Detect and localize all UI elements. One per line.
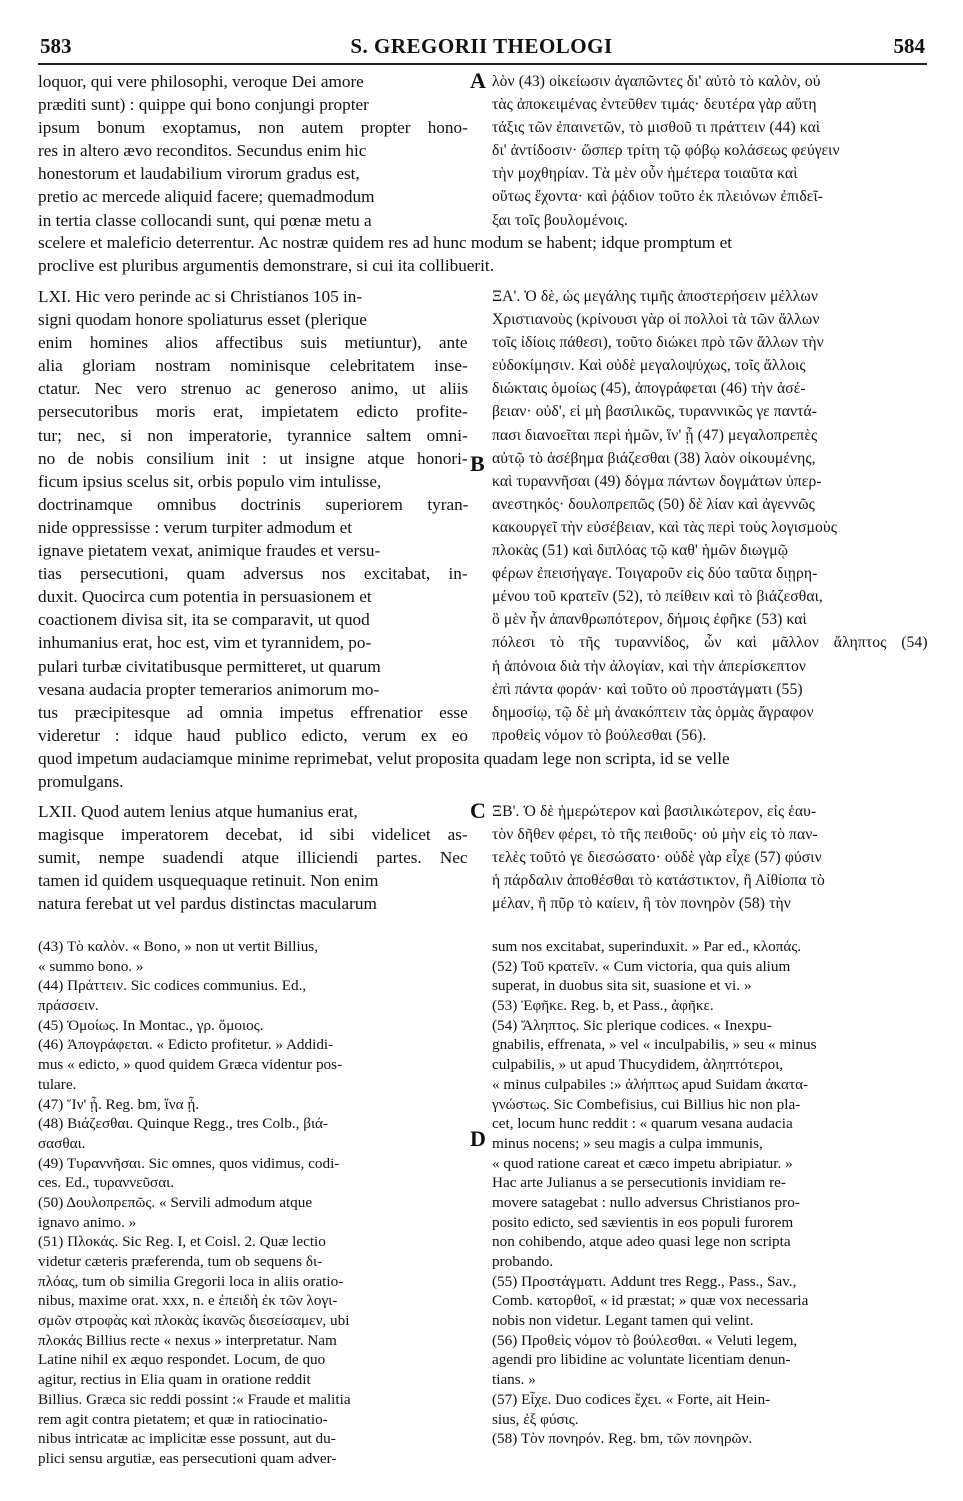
latin-fullwidth-1-line: scelere et maleficio deterrentur. Ac nostræ quidem res ad hunc modum se habent; idque promptum et [38, 233, 732, 252]
greek-column-3-line: τὸν δῆθεν φέρει, τὸ τῆς πειθοῦς· οὐ μὴν εἰς τὸ παν- [492, 826, 818, 844]
footnotes-left-line: plici sensu argutiæ, eas persecutioni quam adver- [38, 1449, 337, 1467]
footnotes-right-line: tians. » [492, 1371, 536, 1389]
latin-column-2-line: LXI. Hic vero perinde ac si Christianos 105 in- [38, 287, 363, 306]
latin-column-2-line: doctrinamque omnibus doctrinis superiorem tyran- [38, 494, 469, 514]
footnotes-right-line: posito edicto, sed sævientis in eos populi furorem [492, 1213, 794, 1231]
footnotes-right-line: movere satagebat : nullo adversus Christianos pro- [492, 1193, 800, 1211]
footnotes-left-line: (50) Δουλοπρεπῶς. « Servili admodum atque [38, 1193, 313, 1211]
footnotes-right-line: non cohibendo, atque adeo quasi lege non scripta [492, 1233, 791, 1251]
latin-column-2-line: tur; nec, si non imperatorie, tyrannice saltem omni- [38, 425, 468, 445]
greek-column-2-line: φέρων ἐπεισήγαγε. Τοιγαροῦν εἰς δύο ταῦτα διῃρη- [492, 565, 818, 583]
latin-column-3-line: tamen id quidem usquequaque retinuit. Non enim [38, 871, 379, 891]
latin-column-2-line: signi quodam honore spoliaturus esset (plerique [38, 310, 367, 330]
footnotes-right-line: Hac arte Julianus a se persecutionis invidiam re- [492, 1174, 786, 1192]
footnotes-right-line: (57) Εἶχε. Duo codices ἔχει. « Forte, ait Hein- [492, 1390, 771, 1408]
latin-column-2-line: persecutoribus moris erat, impietatem edicto profite- [38, 402, 468, 422]
running-title: S. GREGORII THEOLOGI [350, 34, 613, 58]
footnotes-right-line: sum nos excitabat, superinduxit. » Par ed., κλοπάς. [492, 938, 802, 955]
greek-column-2-line: πόλεσι τὸ τῆς τυραννίδος, ὧν καὶ μᾶλλον ἄληπτος (54) [492, 634, 928, 652]
latin-fullwidth-2-line: quod impetum audaciamque minime reprimebat, velut proposita quadam lege non scripta, id se velle [38, 749, 730, 768]
footnotes-left-line: tulare. [38, 1075, 77, 1093]
latin-column-2-line: inhumanius erat, hoc est, vim et tyrannidem, po- [38, 633, 372, 653]
greek-column-2-line: μένου τοῦ κρατεῖν (52), τὸ πείθειν καὶ τὸ βιάζεσθαι, [492, 588, 823, 606]
greek-column-2 [492, 285, 928, 747]
footnotes-right-line: Comb. κατορθοῖ, « id præstat; » quæ vox necessaria [492, 1292, 809, 1310]
footnotes-left-line: πλόας, tum ob similia Gregorii loca in aliis oratio- [38, 1272, 344, 1290]
footnotes-left-line: Billius. Græca sic reddi possint :« Fraude et malitia [38, 1390, 351, 1408]
footnotes-left-line: σμῶν στροφὰς καὶ πλοκὰς ἱκανῶς διεσείσαμεν, ubi [38, 1312, 350, 1330]
right-page-number: 584 [893, 34, 925, 58]
greek-column-1-line: οὕτως ἔχοντα· καὶ ῥᾴδιον τοῦτο ἐκ πλειόνων ἐπιδεῖ- [492, 188, 824, 206]
greek-column-2-line: Χριστιανοὺς (κρίνουσι γὰρ οἱ πολλοὶ τὰ τῶν ἄλλων [492, 311, 820, 329]
footnotes-right-line: sius, ἐξ φύσις. [492, 1410, 579, 1428]
footnotes-right-line: minus nocens; » seu magis a culpa immunis, [492, 1134, 763, 1152]
footnotes-left-line: « summo bono. » [38, 957, 144, 975]
footnotes-left-line: ignavo animo. » [38, 1213, 137, 1231]
latin-column-2-line: ctatur. Nec vero strenuo ac generoso animo, ut aliis [38, 379, 469, 399]
latin-column-3 [38, 800, 468, 915]
footnotes-left-line: (44) Πράττειν. Sic codices communius. Ed., [38, 977, 307, 995]
margin-marker-d: D [470, 1126, 486, 1151]
latin-fullwidth-1 [38, 231, 928, 277]
latin-column-2-line: tus præcipitesque ad omnia impetus effrenatior esse [38, 702, 468, 722]
latin-column-2-line: ignave pietatem vexat, animique fraudes et versu- [38, 541, 381, 561]
latin-column-2-line: no de nobis consilium init : ut insigne atque honori- [38, 448, 468, 468]
footnotes-right-line: agendi pro libidine ac voluntate licentiam denun- [492, 1351, 791, 1369]
footnotes-left-line: ces. Ed., τυραννεῦσαι. [38, 1174, 175, 1192]
latin-column-2 [38, 285, 468, 747]
latin-column-2-line: duxit. Quocirca cum potentia in persuasionem et [38, 587, 372, 607]
greek-column-1 [492, 70, 928, 232]
footnotes-right-line: superat, in duobus sita sit, suasione et vi. » [492, 977, 752, 995]
footnotes-left-line: πράσσειν. [38, 997, 99, 1015]
greek-column-3-line: μέλαν, ἢ πῦρ τὸ καίειν, ἢ τὸν πονηρὸν (58) τὴν [492, 895, 791, 913]
footnotes-right-line: « quod ratione careat et cæco impetu abripiatur. » [492, 1154, 793, 1172]
greek-column-2-line: ανεστηκός· δουλοπρεπῶς (50) δὲ λίαν καὶ ἀγεννῶς [492, 495, 815, 513]
latin-column-2-line: pulari turbæ civitatibusque permitteret, ut quarum [38, 656, 381, 676]
footnotes-left-line: (49) Τυραννῆσαι. Sic omnes, quos vidimus, codi- [38, 1154, 340, 1172]
latin-column-2-line: videretur : idque haud publico edicto, verum ex eo [38, 725, 468, 745]
footnotes-left-line: πλοκάς Billius recte « nexus » interpretatur. Nam [38, 1331, 337, 1349]
footnotes-right-line: (58) Τὸν πονηρόν. Reg. bm, τῶν πονηρῶν. [492, 1430, 753, 1448]
footnotes-right-line: (54) Ἄληπτος. Sic plerique codices. « Inexpu- [492, 1016, 772, 1034]
greek-column-3-line: ἡ πάρδαλιν ἀποθέσθαι τὸ κατάστικτον, ἢ Αἰθίοπα τὸ [492, 872, 825, 890]
greek-column-1-line: τάξις τῶν ἐπαινετῶν, τὸ μισθοῦ τι πράττειν (44) καὶ [492, 119, 821, 137]
greek-column-2-line: βειαν· οὐδ', εἰ μὴ βασιλικῶς, τυραννικῶς γε παντά- [492, 403, 818, 421]
footnotes-right-line: (55) Προστάγματι. Addunt tres Regg., Pass., Sav., [492, 1272, 797, 1290]
footnotes-left-line: (51) Πλοκάς. Sic Reg. I, et Coisl. 2. Quæ lectio [38, 1233, 326, 1251]
footnotes-left-line: mus « edicto, » quod quidem Græca videntur pos- [38, 1056, 343, 1074]
latin-column-2-line: enim homines alios affectibus suis metiuntur), ante [38, 333, 468, 353]
latin-column-1-line: ipsum bonum exoptamus, non autem propter hono- [38, 118, 468, 138]
latin-column-2-line: nide oppressisse : verum turpiter admodum et [38, 517, 353, 537]
latin-column-3-line: magisque imperatorem decebat, id sibi videlicet as- [38, 825, 468, 845]
footnotes-right-line: (53) Ἐφῆκε. Reg. b, et Pass., ἀφῆκε. [492, 997, 714, 1015]
greek-column-1-line: λὸν (43) οἰκείωσιν ἀγαπῶντες δι' αὐτὸ τὸ καλὸν, οὐ [492, 73, 821, 90]
margin-marker-b: B [470, 451, 485, 476]
latin-column-1-line: loquor, qui vere philosophi, veroque Dei amore [38, 72, 364, 91]
latin-column-3-line: natura ferebat ut vel pardus distinctas macularum [38, 894, 377, 914]
left-page-number: 583 [40, 34, 72, 58]
latin-column-1-line: res in altero ævo reconditos. Secundus enim hic [38, 141, 367, 161]
footnotes-right-line: nobis non videtur. Legant tamen qui velint. [492, 1312, 754, 1330]
greek-column-3 [492, 800, 928, 915]
footnotes-left-line: nibus, maxime orat. xxx, n. e ἐπειδὴ ἐκ τῶν λογι- [38, 1292, 338, 1310]
greek-column-2-line: ὃ μὲν ἦν ἀπανθρωπότερον, δήμοις ἐφῆκε (53) καὶ [492, 611, 807, 629]
latin-column-2-line: coactionem divisa sit, ita se comparavit, ut quod [38, 610, 370, 630]
latin-column-3-line: sumit, nempe suadendi atque illiciendi partes. Nec [38, 848, 468, 868]
footnotes-right-line: probando. [492, 1253, 554, 1270]
greek-column-2-line: ἐπὶ πάντα φοράν· καὶ τοῦτο οὐ προστάγματι (55) [492, 680, 803, 698]
latin-column-2-line: tias persecutioni, quam adversus nos excitabat, in- [38, 564, 468, 584]
footnotes-left-line: Latine nihil ex æquo respondet. Locum, de quo [38, 1351, 326, 1369]
footnotes-left-line: σασθαι. [38, 1134, 86, 1152]
latin-column-1 [38, 70, 468, 232]
footnotes-right-line: (52) Τοῦ κρατεῖν. « Cum victoria, qua quis alium [492, 957, 791, 975]
latin-column-1-line: honestorum et laudabilium virorum gradus est, [38, 164, 360, 184]
latin-column-1-line: præditi sunt) : quippe qui bono conjungi propter [38, 95, 369, 115]
latin-column-2-line: vesana audacia propter temerarios animorum mo- [38, 679, 380, 699]
greek-column-2-line: καὶ τυραννῆσαι (49) δόγμα πάντων δογμάτων ὑπερ- [492, 472, 822, 490]
footnotes-right-line: (56) Προθεὶς νόμον τὸ βούλεσθαι. « Veluti legem, [492, 1331, 798, 1349]
footnotes-left-line: (47) Ἵν' ᾖ. Reg. bm, ἵνα ᾖ. [38, 1095, 200, 1113]
margin-marker-c: C [470, 798, 486, 823]
greek-column-2-line: εὐδοκίμησιν. Καὶ οὐδὲ μεγαλοψύχως, τοῖς ἄλλοις [492, 357, 806, 375]
greek-column-1-line: ξαι τοῖς βουλομένοις. [492, 211, 628, 229]
greek-column-2-line: κακουργεῖ τὴν εὐσέβειαν, καὶ τὰς περὶ τοὺς λογισμοὺς [492, 518, 838, 536]
footnotes-right-line: γνώστως. Sic Combefisius, cui Billius hic non pla- [492, 1095, 801, 1113]
greek-column-2-line: ἡ ἀπόνοια διὰ τὴν ἀλογίαν, καὶ τὴν ἀπερίσκεπτον [492, 657, 807, 675]
greek-column-3-line: τελὲς τοῦτό γε διεσώσατο· οὐδὲ γὰρ εἶχε (57) φύσιν [492, 849, 822, 867]
margin-marker-a: A [470, 68, 486, 93]
greek-column-2-line: αὐτῷ τὸ ἀσέβημα βιάζεσθαι (38) λαὸν οἰκουμένης, [492, 449, 816, 467]
greek-column-1-line: τὴν μοχθηρίαν. Τὰ μὲν οὖν ἡμέτερα τοιαῦτα καὶ [492, 165, 798, 183]
footnotes-left-line: rem agit contra pietatem; et quæ in ratiocinatio- [38, 1410, 328, 1428]
latin-fullwidth-2-line: promulgans. [38, 772, 124, 792]
greek-column-2-line: πλοκὰς (51) καὶ διπλόας τῷ καθ' ἡμῶν διωγμῷ [492, 542, 789, 560]
footnotes-left-line: (45) Ὁμοίως. In Montac., γρ. ὅμοιος. [38, 1016, 264, 1034]
footnotes-right-line: gnabilis, effrenata, » vel « inculpabilis, » seu « minus [492, 1036, 817, 1054]
greek-column-1-line: δι' ἀντίδοσιν· ὥσπερ τρίτη τῷ φόβῳ κολάσεως φεύγειν [492, 142, 840, 160]
footnotes-right-line: « minus culpabiles :» ἀλήπτως apud Suidam ἀκατα- [492, 1075, 809, 1093]
greek-column-2-line: δημοσίῳ, τῷ δὲ μὴ ἀνακόπτειν τὰς ὁρμὰς ἄγραφον [492, 703, 814, 721]
greek-column-3-line: ΞΒ'. Ὁ δὲ ἡμερώτερον καὶ βασιλικώτερον, εἰς ἑαυ- [492, 803, 817, 820]
header-rule [38, 63, 927, 65]
latin-fullwidth-1-line: proclive est pluribus argumentis demonstrare, si cui ita collibuerit. [38, 256, 494, 276]
footnotes-right-line: cet, locum hunc reddit : « quarum vesana audacia [492, 1115, 793, 1133]
greek-column-2-line: τοῖς ἰδίοις πάθεσι), τοῦτο διώκει πρὸ τῶν ἄλλων τὴν [492, 334, 824, 352]
latin-column-2-line: alia gloriam nostram nominisque celebritatem inse- [38, 356, 468, 376]
footnotes-left [38, 937, 474, 1469]
footnotes-left-line: videtur cæteris præferenda, tum ob sequens δι- [38, 1253, 323, 1270]
footnotes-left-line: nibus intricatæ ac implicitæ esse possunt, aut du- [38, 1430, 336, 1448]
latin-fullwidth-2 [38, 747, 928, 793]
greek-column-2-line: πασι διανοεῖται περὶ ἡμῶν, ἵν' ᾖ (47) μεγαλοπρεπὲς [492, 426, 818, 444]
greek-column-2-line: ΞΑ'. Ὁ δὲ, ὡς μεγάλης τιμῆς ἀποστερήσειν μέλλων [492, 288, 818, 305]
latin-column-1-line: in tertia classe collocandi sunt, qui pœnæ metu a [38, 210, 372, 230]
footnotes-right [492, 937, 928, 1449]
greek-column-1-line: τὰς ἀποκειμένας ἐντεῦθεν τιμάς· δευτέρα γὰρ αὕτη [492, 96, 817, 114]
footnotes-left-line: (46) Ἀπογράφεται. « Edicto profitetur. » Addidi- [38, 1036, 334, 1054]
latin-column-2-line: ficum ipsius scelus sit, orbis populo vim intulisse, [38, 471, 382, 491]
latin-column-1-line: pretio ac mercede aliquid facere; quemadmodum [38, 187, 375, 207]
footnotes-left-line: (43) Τὸ καλὸν. « Bono, » non ut vertit Billius, [38, 938, 319, 955]
footnotes-left-line: (48) Βιάζεσθαι. Quinque Regg., tres Colb., βιά- [38, 1115, 329, 1133]
footnotes-right-line: culpabilis, » ut apud Thucydidem, ἀληπτότεροι, [492, 1056, 784, 1074]
greek-column-2-line: διώκταις ὁμοίως (45), ἀπογράφεται (46) τὴν ἀσέ- [492, 380, 806, 398]
footnotes-left-line: agitur, rectius in Elia quam in oratione reddit [38, 1371, 311, 1389]
greek-column-2-line: προθεὶς νόμον τὸ βούλεσθαι (56). [492, 726, 707, 744]
latin-column-3-line: LXII. Quod autem lenius atque humanius erat, [38, 802, 358, 821]
